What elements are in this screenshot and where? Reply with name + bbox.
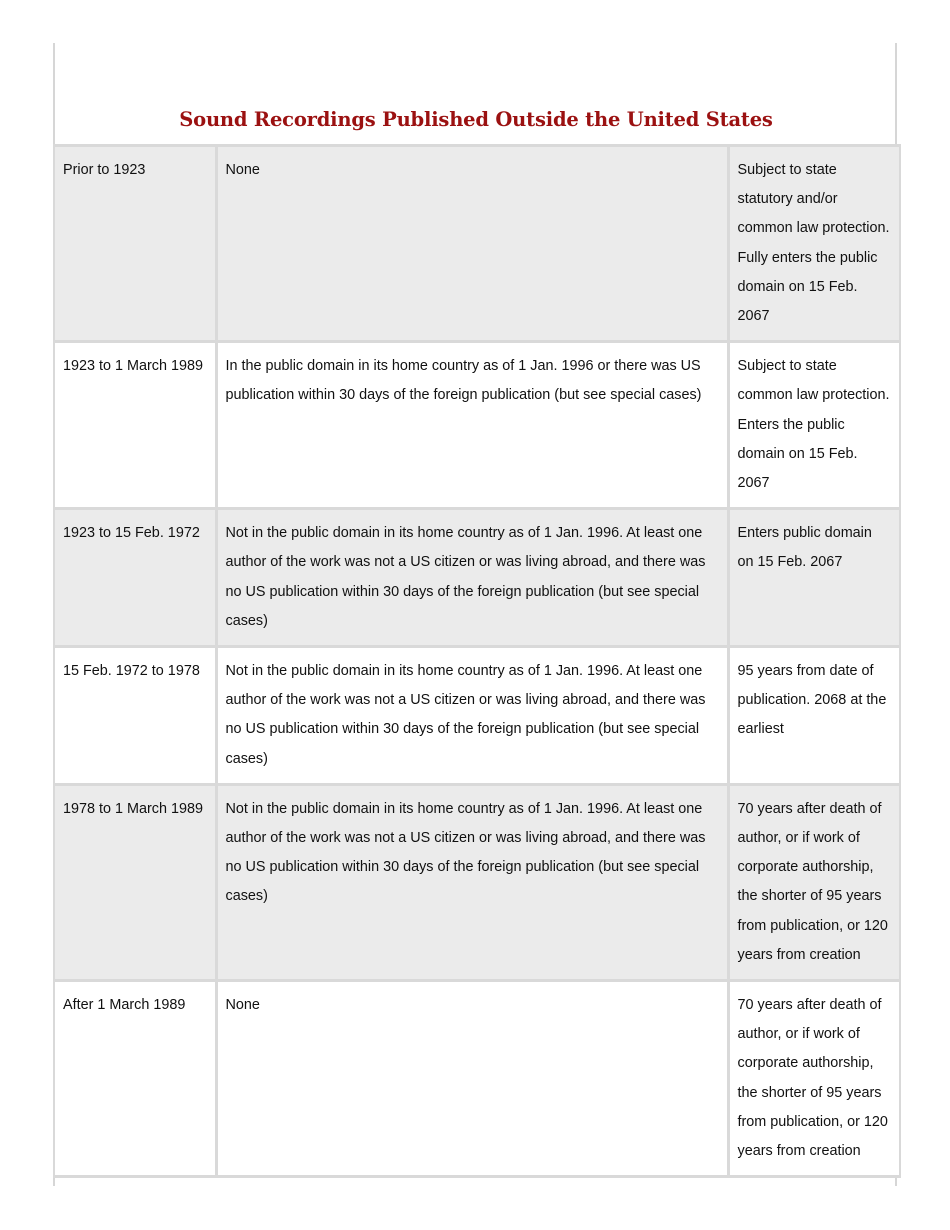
term-cell: Subject to state statutory and/or common law protection. Fully enters the public domain on 15 Feb. 2067 <box>728 146 900 342</box>
date-cell: 1923 to 15 Feb. 1972 <box>54 509 216 647</box>
term-cell: 95 years from date of publication. 2068 at the earliest <box>728 647 900 785</box>
date-cell: 1978 to 1 March 1989 <box>54 784 216 980</box>
table-row <box>54 146 900 342</box>
term-cell: Subject to state common law protection. Enters the public domain on 15 Feb. 2067 <box>728 342 900 509</box>
conditions-cell: None <box>216 146 728 342</box>
table-row <box>54 509 900 647</box>
conditions-cell: Not in the public domain in its home country as of 1 Jan. 1996. At least one author of the work was not a US citizen or was living abroad, and there was no US publication within 30 days of the foreign publication (but see special cases) <box>216 784 728 980</box>
date-cell: After 1 March 1989 <box>54 981 216 1177</box>
term-cell: 70 years after death of author, or if work of corporate authorship, the shorter of 95 years from publication, or 120 years from creation <box>728 784 900 980</box>
table-row <box>54 784 900 980</box>
term-cell: 70 years after death of author, or if work of corporate authorship, the shorter of 95 years from publication, or 120 years from creation <box>728 981 900 1177</box>
table-row <box>54 647 900 785</box>
table-row <box>54 342 900 509</box>
conditions-cell: Not in the public domain in its home country as of 1 Jan. 1996. At least one author of the work was not a US citizen or was living abroad, and there was no US publication within 30 days of the foreign publication (but see special cases) <box>216 647 728 785</box>
date-cell: Prior to 1923 <box>54 146 216 342</box>
table-row <box>54 981 900 1177</box>
date-cell: 1923 to 1 March 1989 <box>54 342 216 509</box>
term-cell: Enters public domain on 15 Feb. 2067 <box>728 509 900 647</box>
date-cell: 15 Feb. 1972 to 1978 <box>54 647 216 785</box>
conditions-cell: None <box>216 981 728 1177</box>
conditions-cell: Not in the public domain in its home country as of 1 Jan. 1996. At least one author of the work was not a US citizen or was living abroad, and there was no US publication within 30 days of the foreign publication (but see special cases) <box>216 509 728 647</box>
conditions-cell: In the public domain in its home country as of 1 Jan. 1996 or there was US publication within 30 days of the foreign publication (but see special cases) <box>216 342 728 509</box>
copyright-term-table <box>53 144 901 1178</box>
page-title: Sound Recordings Published Outside the United States <box>179 108 773 131</box>
